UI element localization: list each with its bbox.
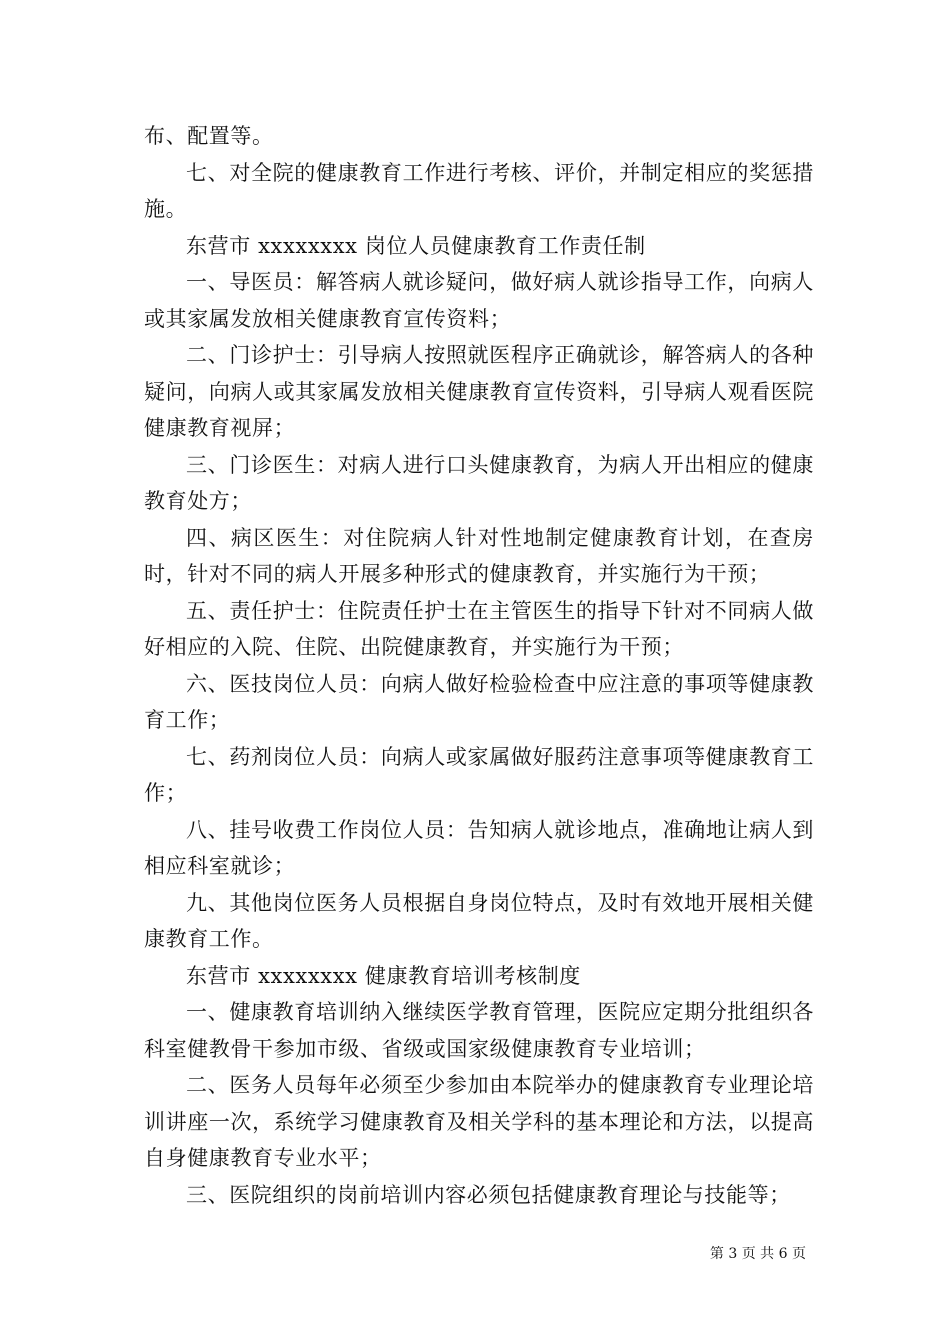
paragraph-6: 四、病区医生：对住院病人针对性地制定健康教育计划，在查房时，针对不同的病人开展多种形式的健康教育，并实施行为干预； xyxy=(144,525,814,586)
page-number: 第 3 页 共 6 页 xyxy=(709,1246,806,1262)
paragraph-9: 七、药剂岗位人员：向病人或家属做好服药注意事项等健康教育工作； xyxy=(144,744,814,805)
paragraph-1: 七、对全院的健康教育工作进行考核、评价，并制定相应的奖惩措施。 xyxy=(144,160,814,221)
paragraph-10: 八、挂号收费工作岗位人员：告知病人就诊地点，准确地让病人到相应科室就诊； xyxy=(144,817,814,878)
paragraph-4: 二、门诊护士：引导病人按照就医程序正确就诊，解答病人的各种疑问，向病人或其家属发放相关健康教育宣传资料，引导病人观看医院健康教育视屏； xyxy=(144,343,814,440)
paragraph-8: 六、医技岗位人员：向病人做好检验检查中应注意的事项等健康教育工作； xyxy=(144,671,814,732)
paragraph-14: 二、医务人员每年必须至少参加由本院举办的健康教育专业理论培训讲座一次，系统学习健康教育及相关学科的基本理论和方法，以提高自身健康教育专业水平； xyxy=(144,1073,814,1170)
document-body xyxy=(144,118,814,1213)
paragraph-3: 一、导医员：解答病人就诊疑问，做好病人就诊指导工作，向病人或其家属发放相关健康教育宣传资料； xyxy=(144,270,814,331)
paragraph-13: 一、健康教育培训纳入继续医学教育管理，医院应定期分批组织各科室健教骨干参加市级、省级或国家级健康教育专业培训； xyxy=(144,1000,814,1061)
paragraph-7: 五、责任护士：住院责任护士在主管医生的指导下针对不同病人做好相应的入院、住院、出院健康教育，并实施行为干预； xyxy=(144,598,814,659)
paragraph-11: 九、其他岗位医务人员根据自身岗位特点，及时有效地开展相关健康教育工作。 xyxy=(144,890,814,951)
section-title-responsibility: 东营市 xxxxxxxx 岗位人员健康教育工作责任制 xyxy=(186,233,646,258)
paragraph-0: 布、配置等。 xyxy=(144,124,274,148)
paragraph-15: 三、医院组织的岗前培训内容必须包括健康教育理论与技能等； xyxy=(186,1182,791,1207)
section-title-training: 东营市 xxxxxxxx 健康教育培训考核制度 xyxy=(186,963,581,988)
paragraph-5: 三、门诊医生：对病人进行口头健康教育，为病人开出相应的健康教育处方； xyxy=(144,452,814,513)
